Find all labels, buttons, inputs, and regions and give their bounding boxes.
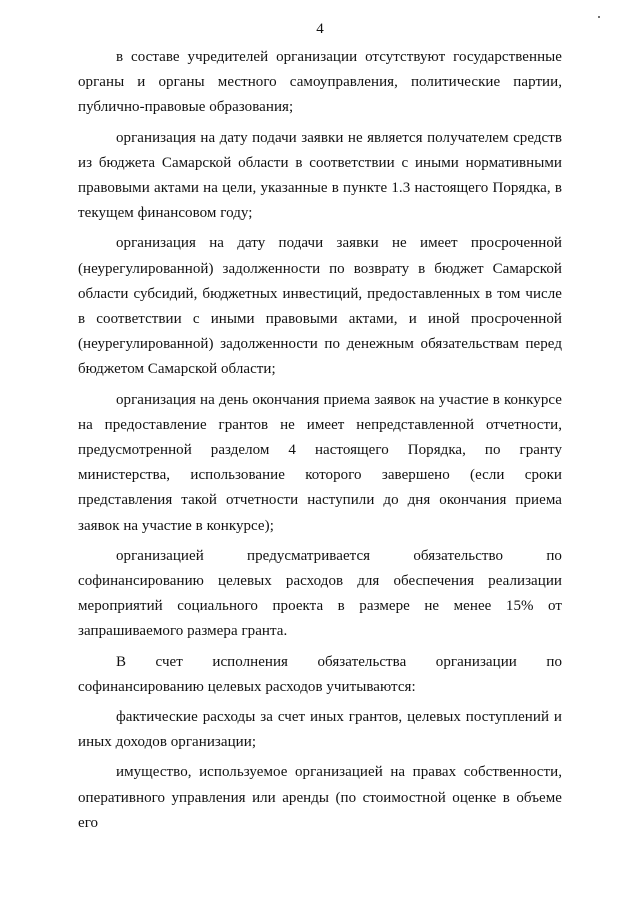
- paragraph-cofinancing-counted: В счет исполнения обязательства организации по софинансированию целевых расходов учитываются:: [78, 653, 562, 695]
- document-body: [78, 45, 562, 836]
- paragraph-cofinancing: организацией предусматривается обязательство по софинансированию целевых расходов для обеспечения реализации мероприятий социального проекта в размере не менее 15% от запрашиваемого размера гранта.: [78, 547, 562, 640]
- paragraph-founders: в составе учредителей организации отсутствуют государственные органы и органы местного самоуправления, политические партии, публично-правовые образования;: [78, 49, 562, 116]
- paragraph-reporting: организация на день окончания приема заявок на участие в конкурсе на предоставление грантов не имеет непредставленной отчетности, предусмотренной разделом 4 настоящего Порядка, по гранту министерства, использование которого завершено (если сроки представления такой отчетности наступили до дня окончания приема заявок на участие в конкурсе);: [78, 391, 562, 534]
- scan-speck: [598, 16, 600, 18]
- page-number: 4: [316, 21, 324, 37]
- paragraph-property: имущество, используемое организацией на правах собственности, оперативного управления или аренды (по стоимостной оценке в объеме его: [78, 764, 562, 831]
- paragraph-budget-recipient: организация на дату подачи заявки не является получателем средств из бюджета Самарской области в соответствии с иными нормативными правовыми актами на цели, указанные в пункте 1.3 настоящего Порядка, в текущем финансовом году;: [78, 129, 562, 222]
- paragraph-overdue-debt: организация на дату подачи заявки не имеет просроченной (неурегулированной) задолженности по возврату в бюджет Самарской области субсидий, бюджетных инвестиций, предоставленных в том числе в соответствии с иными правовыми актами, и иной просроченной (неурегулированной) задолженности по денежным обязательствам перед бюджетом Самарской области;: [78, 235, 562, 378]
- paragraph-actual-expenses: фактические расходы за счет иных грантов, целевых поступлений и иных доходов организации;: [78, 709, 562, 751]
